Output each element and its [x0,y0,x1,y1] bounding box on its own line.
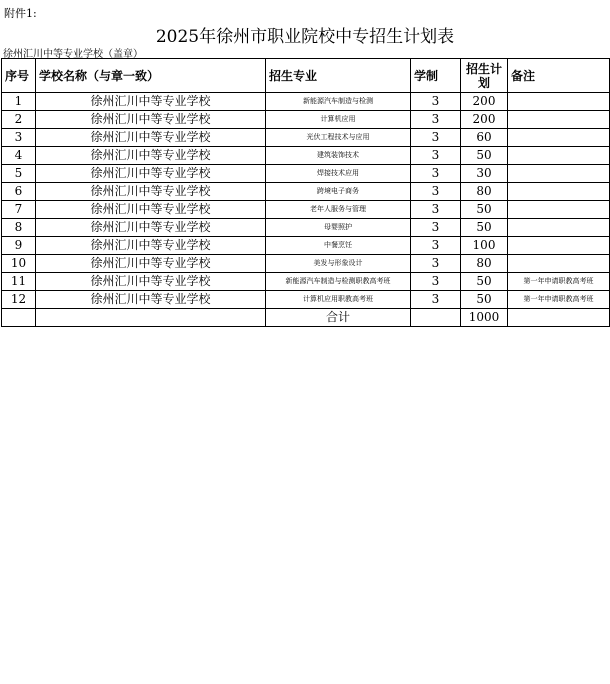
cell-school: 徐州汇川中等专业学校 [36,147,266,165]
cell-seq: 6 [2,183,36,201]
table-row [2,183,610,201]
attachment-label: 附件1: [4,7,37,20]
cell-note [508,201,610,219]
cell-school: 徐州汇川中等专业学校 [36,237,266,255]
cell-seq: 11 [2,273,36,291]
cell-plan: 200 [461,93,508,111]
table-row [2,219,610,237]
cell-plan: 80 [461,255,508,273]
enrollment-table [1,58,610,327]
cell-school: 徐州汇川中等专业学校 [36,183,266,201]
cell-major: 老年人服务与管理 [266,201,411,219]
cell-duration: 3 [411,255,461,273]
cell-school: 徐州汇川中等专业学校 [36,291,266,309]
cell-plan: 50 [461,219,508,237]
cell-major: 建筑装饰技术 [266,147,411,165]
cell-major: 新能源汽车制造与检测职教高考班 [266,273,411,291]
cell-note [508,147,610,165]
cell-plan: 50 [461,273,508,291]
cell-duration: 3 [411,129,461,147]
cell-plan: 200 [461,111,508,129]
cell-duration: 3 [411,291,461,309]
school-stamp-line: 徐州汇川中等专业学校（盖章） [3,49,143,60]
cell-school: 徐州汇川中等专业学校 [36,93,266,111]
cell-plan: 30 [461,165,508,183]
cell-major: 焊接技术应用 [266,165,411,183]
cell-duration: 3 [411,93,461,111]
cell-seq: 8 [2,219,36,237]
cell-major: 跨境电子商务 [266,183,411,201]
cell-empty [36,309,266,327]
cell-empty [2,309,36,327]
table-row [2,291,610,309]
cell-duration: 3 [411,183,461,201]
table-row [2,273,610,291]
table-row [2,165,610,183]
table-row [2,201,610,219]
header-seq: 序号 [2,59,36,93]
cell-plan: 100 [461,237,508,255]
cell-empty [411,309,461,327]
header-duration: 学制 [411,59,461,93]
total-plan: 1000 [461,309,508,327]
cell-plan: 60 [461,129,508,147]
table-row [2,129,610,147]
cell-school: 徐州汇川中等专业学校 [36,201,266,219]
cell-duration: 3 [411,201,461,219]
cell-note [508,183,610,201]
cell-duration: 3 [411,147,461,165]
cell-note [508,219,610,237]
cell-school: 徐州汇川中等专业学校 [36,273,266,291]
cell-plan: 50 [461,201,508,219]
cell-duration: 3 [411,237,461,255]
cell-note [508,129,610,147]
cell-note [508,165,610,183]
cell-duration: 3 [411,111,461,129]
cell-note [508,237,610,255]
cell-duration: 3 [411,273,461,291]
cell-school: 徐州汇川中等专业学校 [36,255,266,273]
cell-school: 徐州汇川中等专业学校 [36,219,266,237]
cell-plan: 50 [461,291,508,309]
cell-plan: 50 [461,147,508,165]
cell-seq: 10 [2,255,36,273]
cell-note [508,111,610,129]
table-row [2,111,610,129]
cell-duration: 3 [411,165,461,183]
table-row [2,147,610,165]
cell-major: 计算机应用 [266,111,411,129]
cell-school: 徐州汇川中等专业学校 [36,165,266,183]
cell-major: 计算机应用职教高考班 [266,291,411,309]
cell-seq: 9 [2,237,36,255]
cell-major: 中餐烹饪 [266,237,411,255]
header-plan: 招生计划 [461,59,508,93]
cell-major: 新能源汽车制造与检测 [266,93,411,111]
page-title: 2025年徐州市职业院校中专招生计划表 [155,27,455,47]
cell-school: 徐州汇川中等专业学校 [36,111,266,129]
table-row [2,255,610,273]
total-row [2,309,610,327]
cell-seq: 1 [2,93,36,111]
cell-note: 第一年申请职教高考班 [508,273,610,291]
table-row [2,93,610,111]
header-note: 备注 [508,59,610,93]
cell-seq: 3 [2,129,36,147]
total-label: 合计 [266,309,411,327]
cell-seq: 7 [2,201,36,219]
cell-seq: 12 [2,291,36,309]
table-row [2,237,610,255]
header-row [2,59,610,93]
cell-plan: 80 [461,183,508,201]
cell-major: 母婴照护 [266,219,411,237]
header-major: 招生专业 [266,59,411,93]
cell-note [508,255,610,273]
cell-note: 第一年申请职教高考班 [508,291,610,309]
cell-major: 美发与形象设计 [266,255,411,273]
header-school: 学校名称（与章一致） [36,59,266,93]
cell-school: 徐州汇川中等专业学校 [36,129,266,147]
cell-duration: 3 [411,219,461,237]
cell-note [508,93,610,111]
cell-seq: 5 [2,165,36,183]
cell-seq: 4 [2,147,36,165]
cell-major: 光伏工程技术与应用 [266,129,411,147]
cell-empty [508,309,610,327]
cell-seq: 2 [2,111,36,129]
